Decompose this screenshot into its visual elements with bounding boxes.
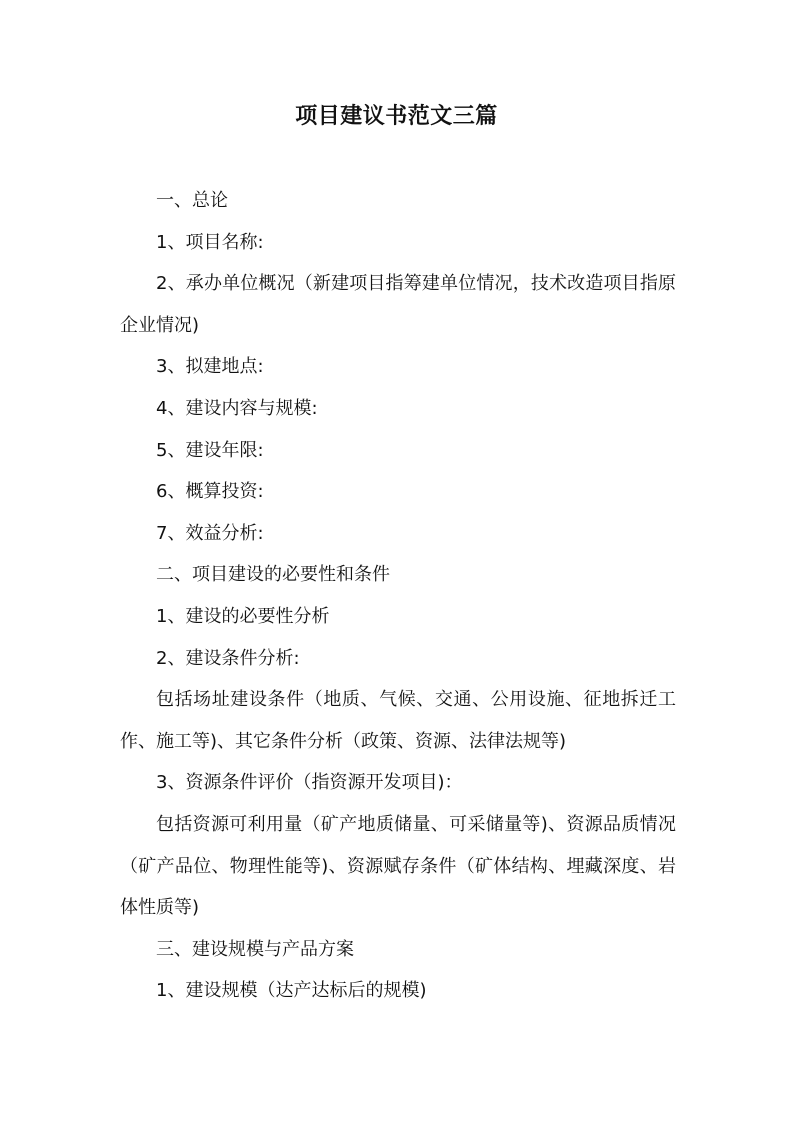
- item-conditions-analysis: 2、建设条件分析:: [156, 647, 300, 669]
- section-heading-general: 一、总论: [156, 190, 228, 211]
- paragraph-resource-details: 包括资源可利用量（矿产地质储量、可采储量等)、资源品质情况（矿产品位、物理性能等)、资源赋存条件（矿体结构、埋藏深度、岩体性质等): [120, 813, 676, 919]
- item-location: 3、拟建地点:: [156, 356, 264, 378]
- item-necessity-analysis: 1、建设的必要性分析: [156, 605, 330, 627]
- section-heading-scale-plan: 三、建设规模与产品方案: [156, 938, 354, 960]
- item-investment: 6、概算投资:: [156, 481, 264, 503]
- item-duration: 5、建设年限:: [156, 439, 264, 461]
- document-title: 项目建议书范文三篇: [295, 104, 498, 129]
- item-project-name: 1、项目名称:: [156, 231, 264, 253]
- item-content-scale: 4、建设内容与规模:: [156, 397, 318, 419]
- item-construction-scale: 1、建设规模（达产达标后的规模): [156, 980, 427, 1002]
- item-benefit-analysis: 7、效益分析:: [156, 522, 264, 544]
- item-organizer-overview: 2、承办单位概况（新建项目指筹建单位情况，技术改造项目指原企业情况): [120, 273, 676, 336]
- paragraph-site-conditions: 包括场址建设条件（地质、气候、交通、公用设施、征地拆迁工作、施工等)、其它条件分析（政策、资源、法律法规等): [120, 689, 676, 752]
- section-heading-necessity: 二、项目建设的必要性和条件: [156, 564, 390, 586]
- item-resource-evaluation: 3、资源条件评价（指资源开发项目)：: [156, 772, 463, 794]
- document-body: [120, 180, 676, 1012]
